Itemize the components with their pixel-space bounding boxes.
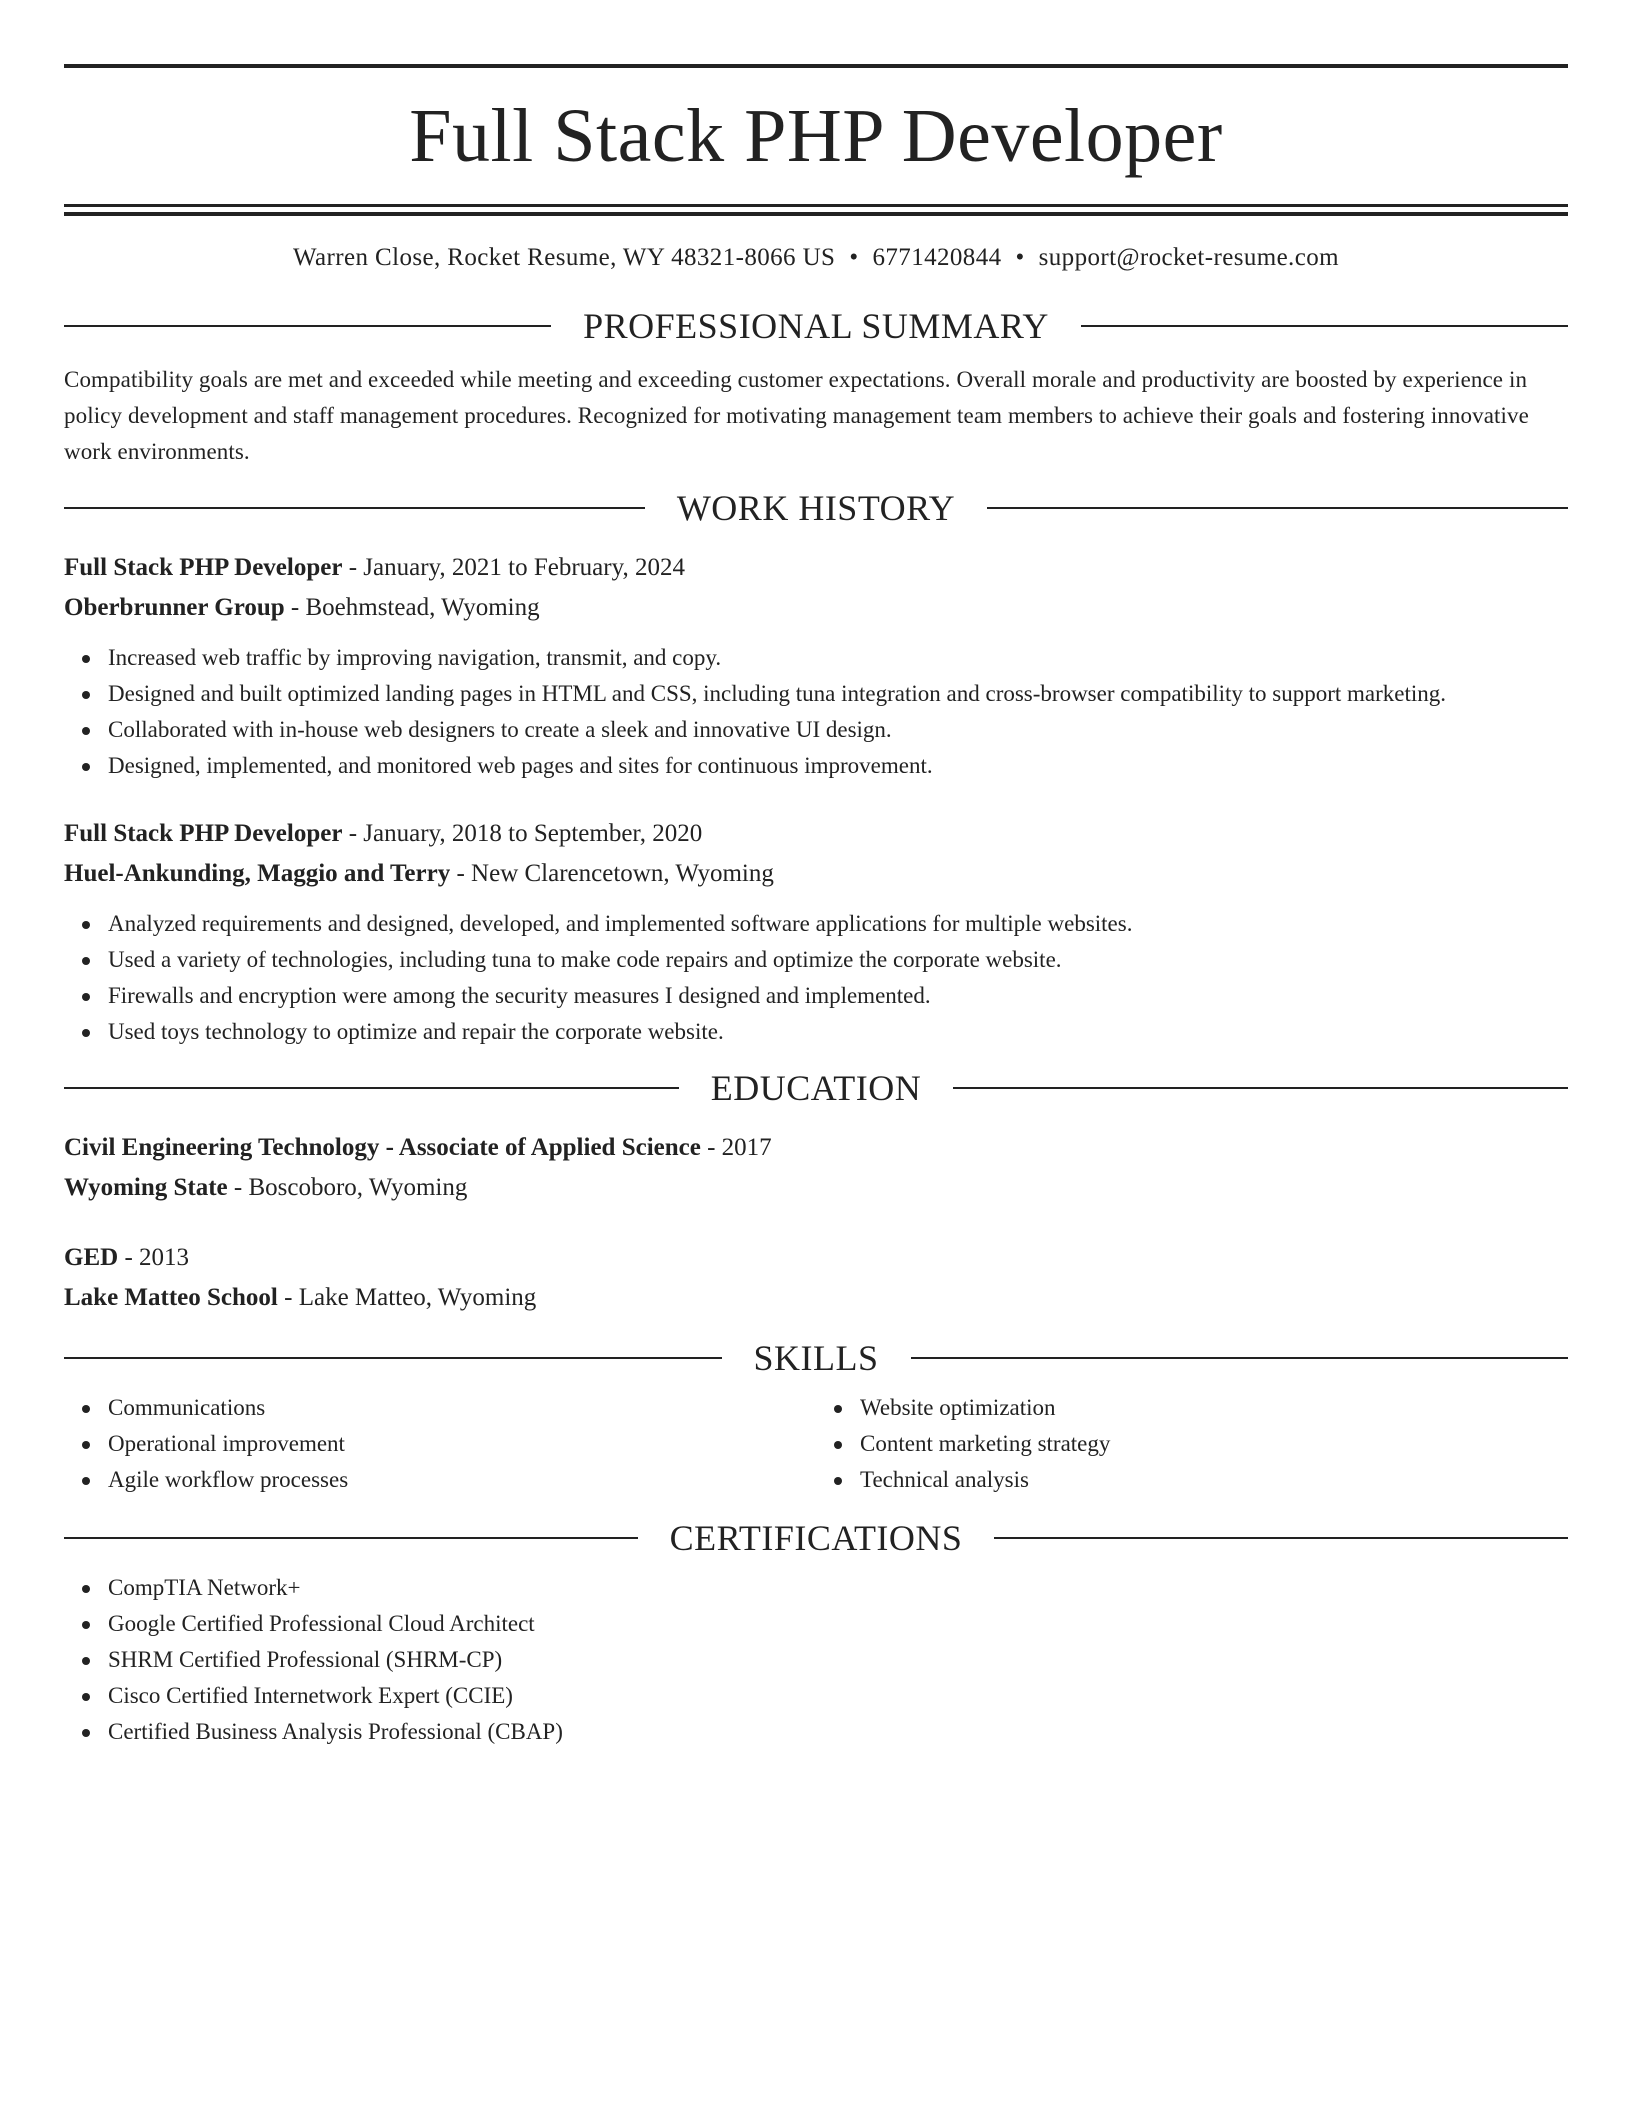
summary-title: PROFESSIONAL SUMMARY [583, 306, 1049, 346]
heading-rule-left [64, 507, 645, 509]
education-location: - Boscoboro, Wyoming [227, 1174, 468, 1201]
education-degree-line [64, 1128, 1568, 1168]
list-item: Used a variety of technologies, including tuna to make code repairs and optimize the corporate website. [108, 942, 1568, 978]
contact-line [64, 244, 1568, 272]
heading-rule-left [64, 1537, 638, 1539]
certifications-heading [64, 1520, 1568, 1556]
list-item: Designed and built optimized landing pages in HTML and CSS, including tuna integration and cross-browser compatibility to support marketing. [108, 676, 1568, 712]
skills-title: SKILLS [753, 1338, 879, 1378]
job-entry [64, 814, 1568, 1050]
list-item: Collaborated with in-house web designers to create a sleek and innovative UI design. [108, 712, 1568, 748]
education-year: - 2013 [118, 1244, 190, 1271]
summary-heading [64, 308, 1568, 344]
list-item: Operational improvement [108, 1426, 816, 1462]
heading-rule-right [953, 1087, 1568, 1089]
heading-rule-left [64, 1357, 722, 1359]
job-company: Huel-Ankunding, Maggio and Terry [64, 860, 451, 887]
contact-email: support@rocket-resume.com [1038, 244, 1339, 271]
heading-rule-right [1081, 325, 1568, 327]
education-entry [64, 1238, 1568, 1318]
education-degree: Civil Engineering Technology - Associate of Applied Science [64, 1134, 701, 1161]
job-bullets [64, 640, 1568, 784]
skills-column-left [64, 1390, 816, 1498]
list-item: Firewalls and encryption were among the security measures I designed and implemented. [108, 978, 1568, 1014]
education-degree-line [64, 1238, 1568, 1278]
contact-address: Warren Close, Rocket Resume, WY 48321-8066 US [293, 244, 836, 271]
education-school-line [64, 1168, 1568, 1208]
heading-rule-left [64, 325, 551, 327]
skills-grid [64, 1390, 1568, 1498]
resume-page [64, 64, 1568, 1750]
contact-separator: • [849, 244, 859, 271]
job-location: - New Clarencetown, Wyoming [450, 860, 774, 887]
certifications-title: CERTIFICATIONS [669, 1518, 963, 1558]
education-school: Wyoming State [64, 1174, 228, 1201]
list-item: Designed, implemented, and monitored web pages and sites for continuous improvement. [108, 748, 1568, 784]
education-heading [64, 1070, 1568, 1106]
job-role: Full Stack PHP Developer [64, 820, 343, 847]
education-year: - 2017 [700, 1134, 772, 1161]
header-top-rule [64, 64, 1568, 68]
job-role: Full Stack PHP Developer [64, 554, 343, 581]
list-item: Analyzed requirements and designed, developed, and implemented software applications for multiple websites. [108, 906, 1568, 942]
heading-rule-right [911, 1357, 1569, 1359]
list-item: Communications [108, 1390, 816, 1426]
summary-text: Compatibility goals are met and exceeded while meeting and exceeding customer expectations. Overall morale and productivity are boosted by experience in policy development and staff management procedures. Recognized for motivating management team members to achieve their goals and fostering innovative work environments. [64, 367, 1529, 464]
job-dates: - January, 2018 to September, 2020 [342, 820, 703, 847]
education-title: EDUCATION [710, 1068, 922, 1108]
list-item: Website optimization [860, 1390, 1568, 1426]
work-history-heading [64, 490, 1568, 526]
list-item: Used toys technology to optimize and repair the corporate website. [108, 1014, 1568, 1050]
list-item: CompTIA Network+ [108, 1570, 1568, 1606]
job-bullets [64, 906, 1568, 1050]
education-degree: GED [64, 1244, 119, 1271]
education-school: Lake Matteo School [64, 1284, 278, 1311]
list-item: Content marketing strategy [860, 1426, 1568, 1462]
candidate-name: Full Stack PHP Developer [409, 94, 1223, 178]
certifications-list [64, 1570, 1568, 1750]
list-item: SHRM Certified Professional (SHRM-CP) [108, 1642, 1568, 1678]
skills-column-right [816, 1390, 1568, 1498]
list-item: Agile workflow processes [108, 1462, 816, 1498]
education-location: - Lake Matteo, Wyoming [277, 1284, 537, 1311]
contact-phone: 6771420844 [872, 244, 1002, 271]
list-item: Cisco Certified Internetwork Expert (CCIE) [108, 1678, 1568, 1714]
list-item: Google Certified Professional Cloud Architect [108, 1606, 1568, 1642]
education-entry [64, 1128, 1568, 1208]
job-location: - Boehmstead, Wyoming [284, 594, 540, 621]
skills-heading [64, 1340, 1568, 1376]
list-item: Certified Business Analysis Professional (CBAP) [108, 1714, 1568, 1750]
list-item: Increased web traffic by improving navigation, transmit, and copy. [108, 640, 1568, 676]
heading-rule-right [987, 507, 1568, 509]
job-company: Oberbrunner Group [64, 594, 285, 621]
job-company-line [64, 588, 1568, 628]
job-dates: - January, 2021 to February, 2024 [342, 554, 685, 581]
job-entry [64, 548, 1568, 784]
heading-rule-right [994, 1537, 1568, 1539]
education-school-line [64, 1278, 1568, 1318]
work-history-title: WORK HISTORY [676, 488, 956, 528]
job-title-line [64, 814, 1568, 854]
job-company-line [64, 854, 1568, 894]
list-item: Technical analysis [860, 1462, 1568, 1498]
job-title-line [64, 548, 1568, 588]
heading-rule-left [64, 1087, 679, 1089]
contact-separator: • [1015, 244, 1025, 271]
header-double-rule [64, 204, 1568, 216]
